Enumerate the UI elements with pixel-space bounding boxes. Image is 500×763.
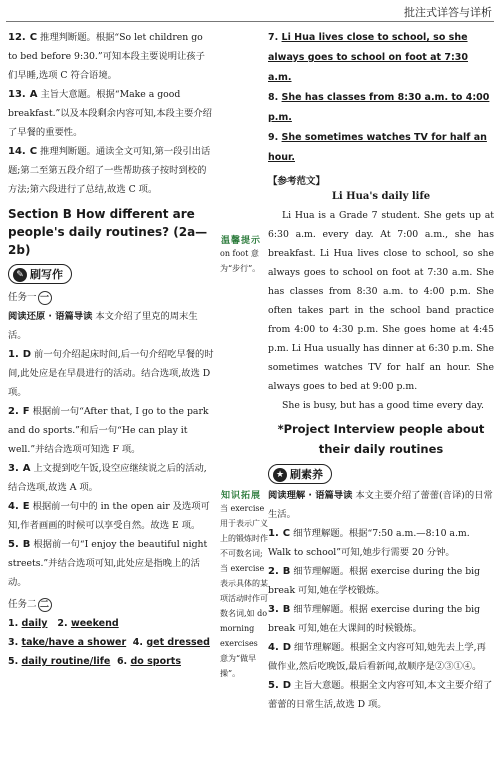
right-top-item: 7. Li Hua lives close to school, so she always goes to school on foot at 7:30 a.m. [268,32,469,83]
section-b-heading: Section B How different are people's daily routines? (2a—2b) [8,207,208,257]
left-items [8,345,214,592]
answer-12: 12. C 推理判断题。根据“So let children go to bed before 9:30.”可知本段主要说明让孩子们早睡,选项 C 符合语境。 [8,32,205,81]
header-title: 批注式详答与详析 [404,6,492,19]
right-item: 5. D 主旨大意题。根据全文内容可知,本文主要介绍了蕾蕾的日常生活,故选 D 项。 [268,680,493,710]
knowledge-note: 当 exercise 用于表示广义上的锻炼时作不可数名词;当 exercise 表示具体的某项活动时作可数名词,如 do morning exercises 意为“做早操”。 [220,504,268,678]
right-item: 1. C 细节理解题。根据“7:50 a.m.—8:10 a.m. Walk to school”可知,她步行需要 20 分钟。 [268,528,470,558]
essay-paragraph-1: Li Hua is a Grade 7 student. She gets up at 6:30 a.m. every day. At 7:00 a.m., she has breakfast. Li Hua lives close to school, so she always goes to school on foot at 7:30 a.m. She has classes from 8:30 a.m. to 4:00 p.m. She often takes part in the school band practice from 4:00 to 4:30 p.m. She goes home at 4:45 p.m. Li Hua usually has dinner at 6:30 p.m. She sometimes watches TV for half an hour. She always goes to bed at 9:00 p.m. [268,210,494,392]
knowledge-annotation [214,488,268,681]
project-title: *Project Interview people about their daily routines [277,422,485,456]
header-divider [6,21,494,22]
task2-badge: 二 [38,598,52,612]
reference-label: 【参考范文】 [268,176,326,187]
essay-paragraph-2: She is busy, but has a good time every day. [282,400,484,411]
reading2-intro: 阅读理解 · 语篇导读 本文主要介绍了蕾蕾(音译)的日常生活。 [268,490,493,520]
right-item: 3. B 细节理解题。根据 exercise during the big break 可知,她在大课间的时候锻炼。 [268,604,481,634]
write-pill: ✎ 刷写作 [8,263,214,284]
right-top-items [268,28,494,168]
right-column [268,28,494,714]
answer-14: 14. C 推理判断题。通读全文可知,第一段引出话题;第二至第五段介绍了一些帮助孩子按时到校的方法;第六段进行了总结,故选 C 项。 [8,146,211,195]
tip-note: on foot 意为“步行”。 [220,249,261,273]
reading-intro: 阅读还原 · 语篇导读 本文介绍了里克的周末生活。 [8,311,198,341]
left-item: 2. F 根据前一句“After that, I go to the park and do sports.”和后一句“He can play it well.”并结合选项可知选 F 项。 [8,406,209,455]
left-item: 5. B 根据前一句“I enjoy the beautiful night streets.”并结合选项可知,此处应是指晚上的活动。 [8,539,208,588]
left-item: 1. D 前一句介绍起床时间,后一句介绍吃早餐的时间,此处应是在早晨进行的活动。结合选项,故选 D 项。 [8,349,214,398]
su-pill: ★ 刷素养 [268,463,494,484]
left-item: 4. E 根据前一句中的 in the open air 及选项可知,作者画画的时候可以享受自然。故选 E 项。 [8,501,210,531]
answer-13: 13. A 主旨大意题。根据“Make a good breakfast.”以及本段剩余内容可知,本段主要介绍了早餐的重要性。 [8,89,212,138]
knowledge-tag: 知识拓展 [220,491,261,501]
tip-annotation [214,233,268,276]
task1-badge: 一 [38,291,52,305]
essay-title: Li Hua's daily life [331,191,431,202]
right-top-item: 9. She sometimes watches TV for half an hour. [268,132,487,163]
right-top-item: 8. She has classes from 8:30 a.m. to 4:00 p.m. [268,92,490,123]
right-items [268,524,494,714]
left-column [8,28,214,671]
right-item: 2. B 细节理解题。根据 exercise during the big break 可知,她在学校锻炼。 [268,566,481,596]
right-item: 4. D 细节理解题。根据全文内容可知,她先去上学,再做作业,然后吃晚饭,最后看新闻,故顺序是②③①④。 [268,642,486,672]
left-item: 3. A 上文提到吃午饭,设空应继续说之后的活动,结合选项,故选 A 项。 [8,463,207,493]
task2-answers: 1. daily 2. weekend 3. take/have a shower 4. get dressed 5. daily routine/life 6. do sports [8,618,210,667]
pen-icon: ✎ [13,268,27,282]
task2-label: 任务二 二 [8,596,214,612]
tip-tag: 温馨提示 [220,236,261,246]
star-icon: ★ [273,468,287,482]
task1-label: 任务一 一 [8,289,214,305]
